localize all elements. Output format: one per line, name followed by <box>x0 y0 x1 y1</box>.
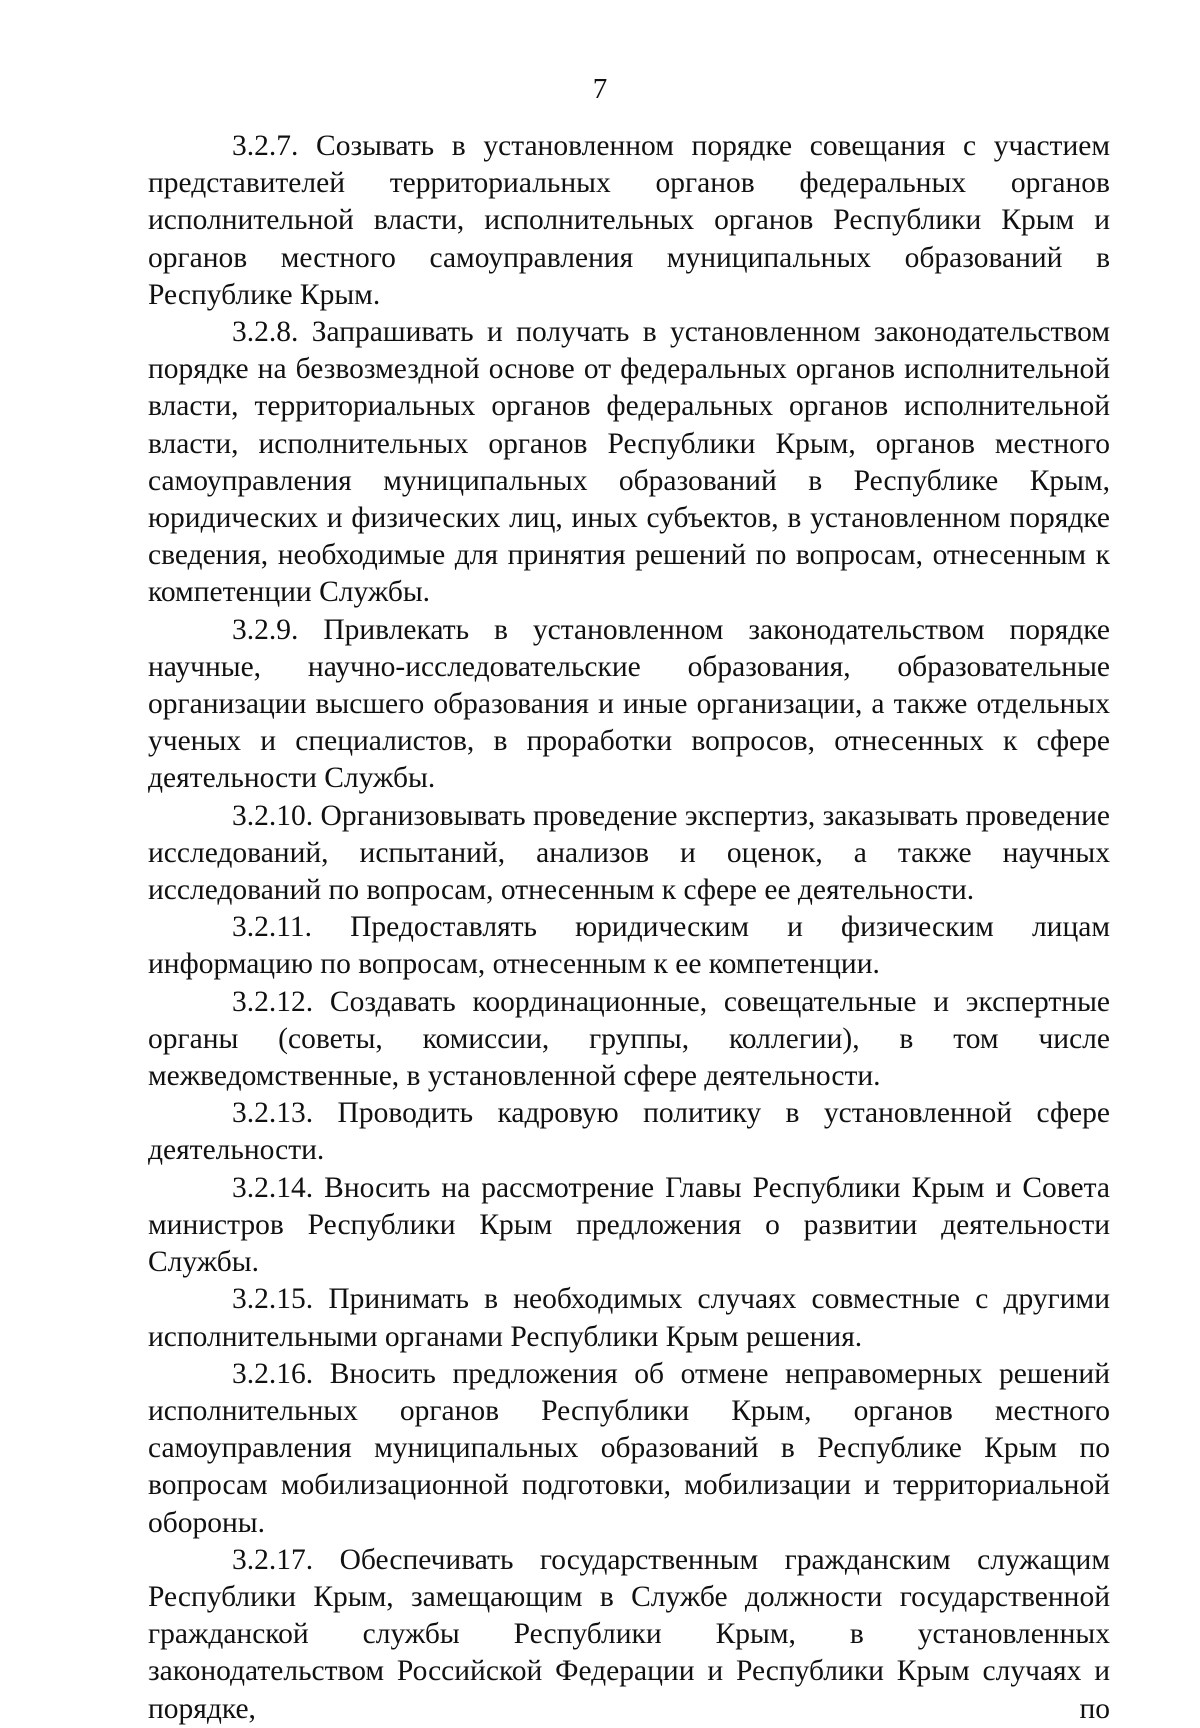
paragraph-3-2-8: 3.2.8. Запрашивать и получать в установленном законодательством порядке на безвозмездной основе от федеральных органов исполнительной власти, территориальных органов федеральных органов исполнительной власти, исполнительных органов Республики Крым, органов местного самоуправления муниципальных образований в Республике Крым, юридических и физических лиц, иных субъектов, в установленном порядке сведения, необходимые для принятия решений по вопросам, отнесенным к компетенции Службы. <box>148 316 1110 609</box>
paragraph-3-2-11: 3.2.11. Предоставлять юридическим и физическим лицам информацию по вопросам, отнесенным к ее компетенции. <box>148 911 1110 981</box>
paragraph-3-2-17: 3.2.17. Обеспечивать государственным гражданским служащим Республики Крым, замещающим в Службе должности государственной гражданской службы Республики Крым, в установленных законодательством Российской Федерации и Республики Крым случаях и порядке, по <box>148 1543 1110 1725</box>
paragraph-3-2-9: 3.2.9. Привлекать в установленном законодательством порядке научные, научно-исследовательские образования, образовательные организации высшего образования и иные организации, а также отдельных ученых и специалистов, в проработки вопросов, отнесенных к сфере деятельности Службы. <box>148 613 1110 795</box>
paragraph-3-2-13: 3.2.13. Проводить кадровую политику в установленной сфере деятельности. <box>148 1097 1110 1167</box>
document-body <box>148 128 1110 1728</box>
paragraph-3-2-10: 3.2.10. Организовывать проведение экспертиз, заказывать проведение исследований, испытаний, анализов и оценок, а также научных исследований по вопросам, отнесенным к сфере ее деятельности. <box>148 799 1110 907</box>
page-number: 7 <box>592 73 608 105</box>
paragraph-3-2-14: 3.2.14. Вносить на рассмотрение Главы Республики Крым и Совета министров Республики Крым предложения о развитии деятельности Службы. <box>148 1171 1110 1279</box>
paragraph-3-2-15: 3.2.15. Принимать в необходимых случаях совместные с другими исполнительными органами Республики Крым решения. <box>148 1283 1110 1353</box>
paragraph-3-2-16: 3.2.16. Вносить предложения об отмене неправомерных решений исполнительных органов Республики Крым, органов местного самоуправления муниципальных образований в Республике Крым по вопросам мобилизационной подготовки, мобилизации и территориальной обороны. <box>148 1357 1110 1539</box>
paragraph-3-2-7: 3.2.7. Созывать в установленном порядке совещания с участием представителей территориальных органов федеральных органов исполнительной власти, исполнительных органов Республики Крым и органов местного самоуправления муниципальных образований в Республике Крым. <box>148 130 1110 311</box>
paragraph-3-2-12: 3.2.12. Создавать координационные, совещательные и экспертные органы (советы, комиссии, группы, коллегии), в том числе межведомственные, в установленной сфере деятельности. <box>148 985 1110 1093</box>
